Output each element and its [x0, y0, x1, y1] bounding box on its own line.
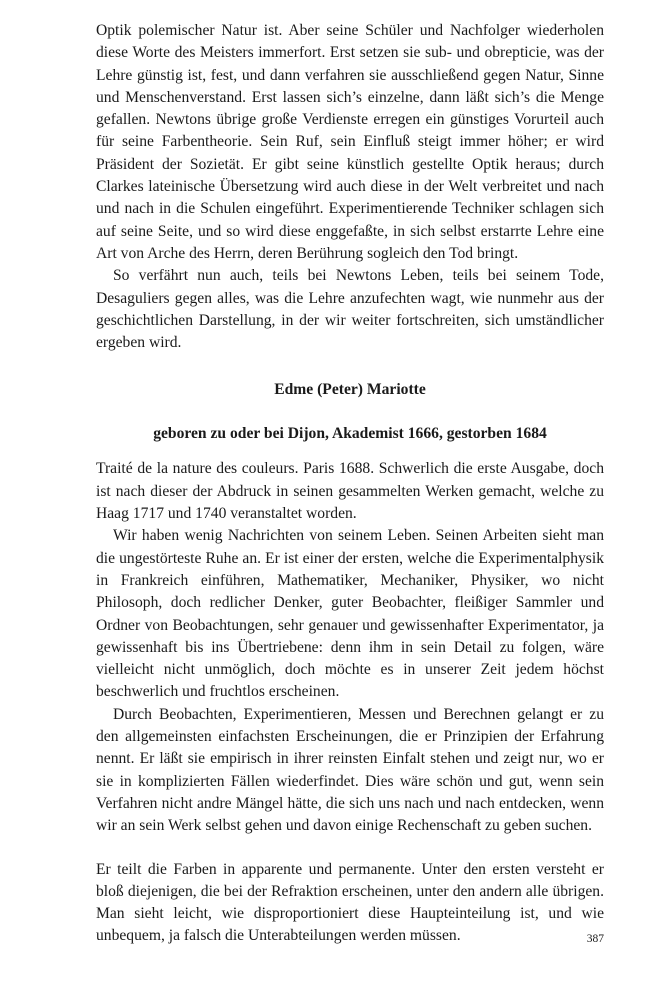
paragraph-method: Durch Beobachten, Experimentieren, Messen und Berechnen gelangt er zu den allgemeinsten einfachsten Erscheinungen, die er Prinzipien der Erfahrung nennt. Er läßt sie empirisch in ihrer reinsten Einfalt stehen und zeigt nur, wo er sie in komplizierten Fällen wiederfindet. Dies wäre schön und gut, wenn sein Verfahren nicht andre Mängel hätte, die sich uns nach und nach entdecken, wenn wir an sein Werk selbst gehen und davon einige Rechenschaft zu geben suchen.	[96, 705, 604, 835]
paragraph-life: Wir haben wenig Nachrichten von seinem Leben. Seinen Arbeiten sieht man die ungestörteste Ruhe an. Er ist einer der ersten, welche die Experimentalphysik in Frankreich einführen, Mathematiker, Mechaniker, Physiker, wo nicht Philosoph, doch redlicher Denker, guter Beobachter, fleißiger Sammler und Ordner von Beobachtungen, sehr genauer und gewissenhafter Experimentator, ja gewissenhaft bis ins Übertriebene: denn ihm in sein Detail zu folgen, wäre vielleicht nicht unmöglich, doch möchte es in unserer Zeit jedem höchst beschwerlich und fruchtlos erscheinen.	[96, 527, 604, 701]
paragraph-colors: Er teilt die Farben in apparente und permanente. Unter den ersten versteht er bloß diejenigen, die bei der Refraktion erscheinen, unter den andern alle übrigen. Man sieht leicht, wie disproportioniert diese Haupteinteilung ist, und wie unbequem, ja falsch die Unterabteilungen werden müssen.	[96, 860, 604, 945]
paragraph-traite: Traité de la nature des couleurs. Paris 1688. Schwerlich die erste Ausgabe, doch ist nach dieser der Abdruck in seinen gesammelten Werken gemacht, welche zu Haag 1717 und 1740 veranstaltet worden.	[96, 460, 604, 523]
paragraph-desaguliers: So verfährt nun auch, teils bei Newtons Leben, teils bei seinem Tode, Desaguliers gegen alles, was die Lehre anzufechten wagt, wie nunmehr aus der geschichtlichen Darstellung, in der wir weiter fortschreiten, sich umständlicher ergeben wird.	[96, 267, 604, 352]
page-number: 387	[586, 933, 604, 945]
section-title: Edme (Peter) Mariotte	[274, 381, 426, 399]
section-subtitle: geboren zu oder bei Dijon, Akademist 1666, gestorben 1684	[153, 425, 547, 443]
book-page	[96, 20, 604, 948]
paragraph-newton-disciples: Optik polemischer Natur ist. Aber seine Schüler und Nachfolger wiederholen diese Worte des Meisters immerfort. Erst setzen sie sub- und obrepticie, was der Lehre günstig ist, fest, und dann verfahren sie ausschließend gegen Natur, Sinne und Menschenverstand. Erst lassen sich’s einzelne, dann läßt sich’s die Menge gefallen. Newtons übrige große Verdienste erregen ein günstiges Vorurteil auch für seine Farbentheorie. Sein Ruf, sein Einfluß steigt immer höher; er wird Präsident der Sozietät. Er gibt seine künstlich gestellte Optik heraus; durch Clarkes lateinische Übersetzung wird auch diese in der Welt verbreitet und nach und nach in die Schulen eingeführt. Experimentierende Techniker schlagen sich auf seine Seite, und so wird diese enggefaßte, in sich selbst erstarrte Lehre eine Art von Arche des Herrn, deren Berührung sogleich den Tod bringt.	[96, 22, 604, 262]
